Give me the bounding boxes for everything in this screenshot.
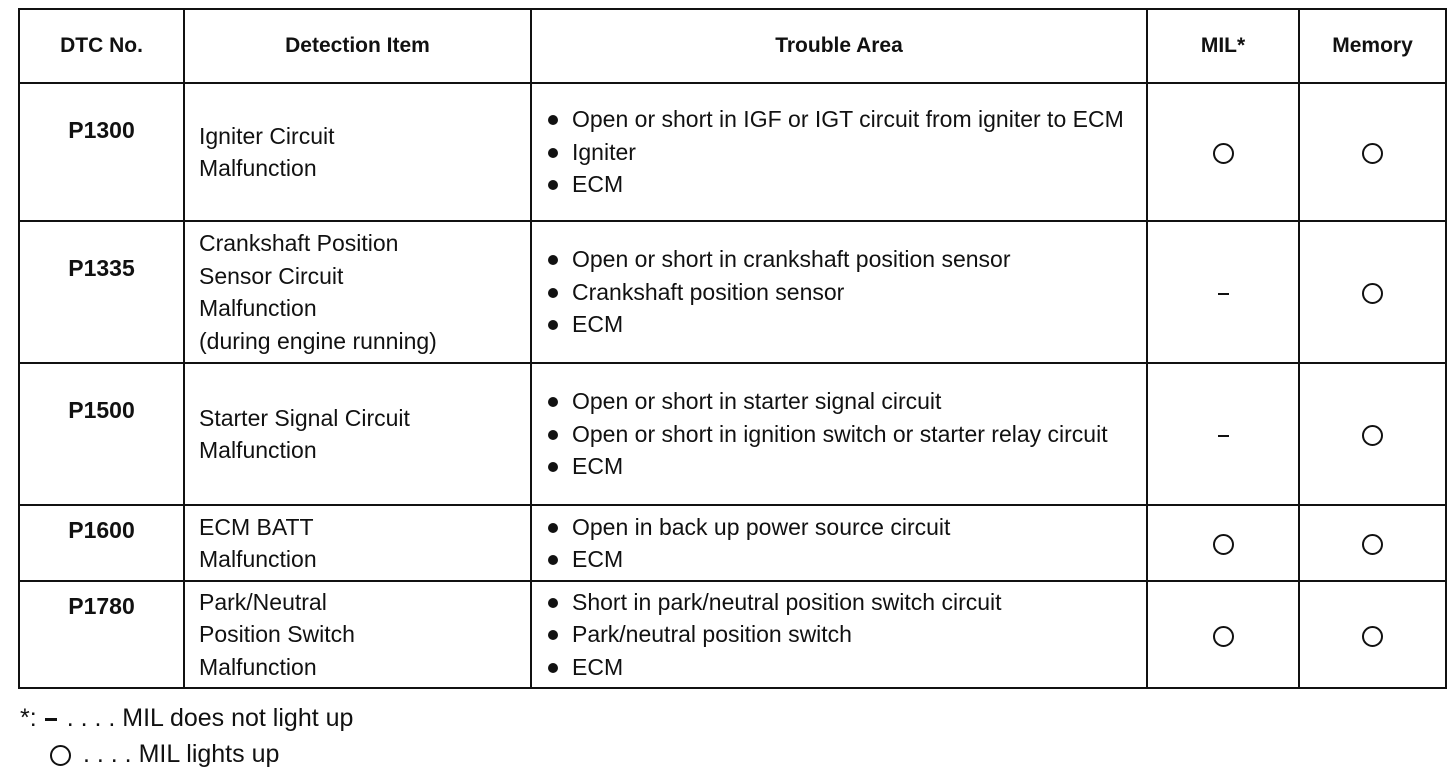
mil-dash-icon [1218,435,1229,437]
trouble-area-list [546,103,1146,201]
mil-circle-icon [1213,626,1234,647]
trouble-area-item: Short in park/neutral position switch circuit [546,586,1146,619]
trouble-area [531,221,1147,363]
detection-item [184,363,531,505]
trouble-area-list [546,385,1146,483]
memory-circle-icon [1362,534,1383,555]
mil-cell [1147,581,1299,688]
trouble-area-item: ECM [546,168,1146,201]
memory-cell [1299,221,1446,363]
dash-symbol [45,718,57,721]
dtc-code: P1335 [19,221,184,363]
mil-cell [1147,363,1299,505]
detection-item-line: Malfunction [199,653,317,680]
dtc-code: P1600 [19,505,184,581]
trouble-area-item: Igniter [546,136,1146,169]
detection-item-line: Starter Signal Circuit [199,404,410,431]
trouble-area-item: Open or short in crankshaft position sensor [546,243,1146,276]
trouble-area-item: Open or short in ignition switch or starter relay circuit [546,418,1146,451]
mil-circle-icon [1213,534,1234,555]
detection-item-line: Park/Neutral [199,588,327,615]
trouble-area-item: Open in back up power source circuit [546,511,1146,544]
legend [20,700,353,772]
table-row [19,505,1446,581]
detection-item-line: Malfunction [199,155,317,181]
trouble-area-item: ECM [546,543,1146,576]
detection-item [184,83,531,221]
trouble-area-item: ECM [546,450,1146,483]
memory-cell [1299,581,1446,688]
memory-circle-icon [1362,143,1383,164]
header-detection-item: Detection Item [184,9,531,83]
trouble-area [531,363,1147,505]
header-trouble-area: Trouble Area [531,9,1147,83]
dtc-code: P1500 [19,363,184,505]
trouble-area [531,581,1147,688]
dtc-code: P1300 [19,83,184,221]
memory-circle-icon [1362,425,1383,446]
dtc-table [18,8,1447,689]
detection-item-line: Position Switch [199,621,355,648]
detection-item-line: Sensor Circuit [199,262,344,289]
detection-item-line: Igniter Circuit [199,122,335,149]
header-dtc-no: DTC No. [19,9,184,83]
mil-circle-icon [1213,143,1234,164]
trouble-area-item: Crankshaft position sensor [546,276,1146,309]
table-row [19,363,1446,505]
trouble-area [531,505,1147,581]
mil-cell [1147,83,1299,221]
table-row [19,581,1446,688]
legend-prefix: *: [20,704,37,732]
detection-item [184,505,531,581]
detection-item-line: (during engine running) [199,327,437,354]
trouble-area-item: ECM [546,308,1146,341]
memory-circle-icon [1362,626,1383,647]
trouble-area-item: ECM [546,651,1146,684]
legend-dash-line [20,700,353,736]
mil-cell [1147,505,1299,581]
detection-item-line: Malfunction [199,437,317,463]
memory-cell [1299,83,1446,221]
memory-cell [1299,505,1446,581]
table-body [19,83,1446,688]
trouble-area-list [546,243,1146,341]
memory-cell [1299,363,1446,505]
trouble-area-item: Park/neutral position switch [546,618,1146,651]
trouble-area-list [546,511,1146,576]
table-row [19,221,1446,363]
table-row [19,83,1446,221]
header-mil: MIL* [1147,9,1299,83]
detection-item-line: Malfunction [199,295,317,321]
detection-item-line: ECM BATT [199,513,314,540]
legend-dash-text: . . . . MIL does not light up [66,704,354,732]
detection-item-line: Crankshaft Position [199,230,399,256]
legend-circle-line [20,736,353,772]
legend-circle-text: . . . . MIL lights up [83,740,280,768]
detection-item [184,581,531,688]
memory-circle-icon [1362,283,1383,304]
mil-cell [1147,221,1299,363]
circle-symbol [50,745,71,766]
trouble-area-list [546,586,1146,684]
detection-item [184,221,531,363]
header-memory: Memory [1299,9,1446,83]
dtc-code: P1780 [19,581,184,688]
trouble-area-item: Open or short in IGF or IGT circuit from igniter to ECM [546,103,1146,136]
detection-item-line: Malfunction [199,546,317,572]
mil-dash-icon [1218,293,1229,295]
trouble-area-item: Open or short in starter signal circuit [546,385,1146,418]
table-header-row [19,9,1446,83]
trouble-area [531,83,1147,221]
